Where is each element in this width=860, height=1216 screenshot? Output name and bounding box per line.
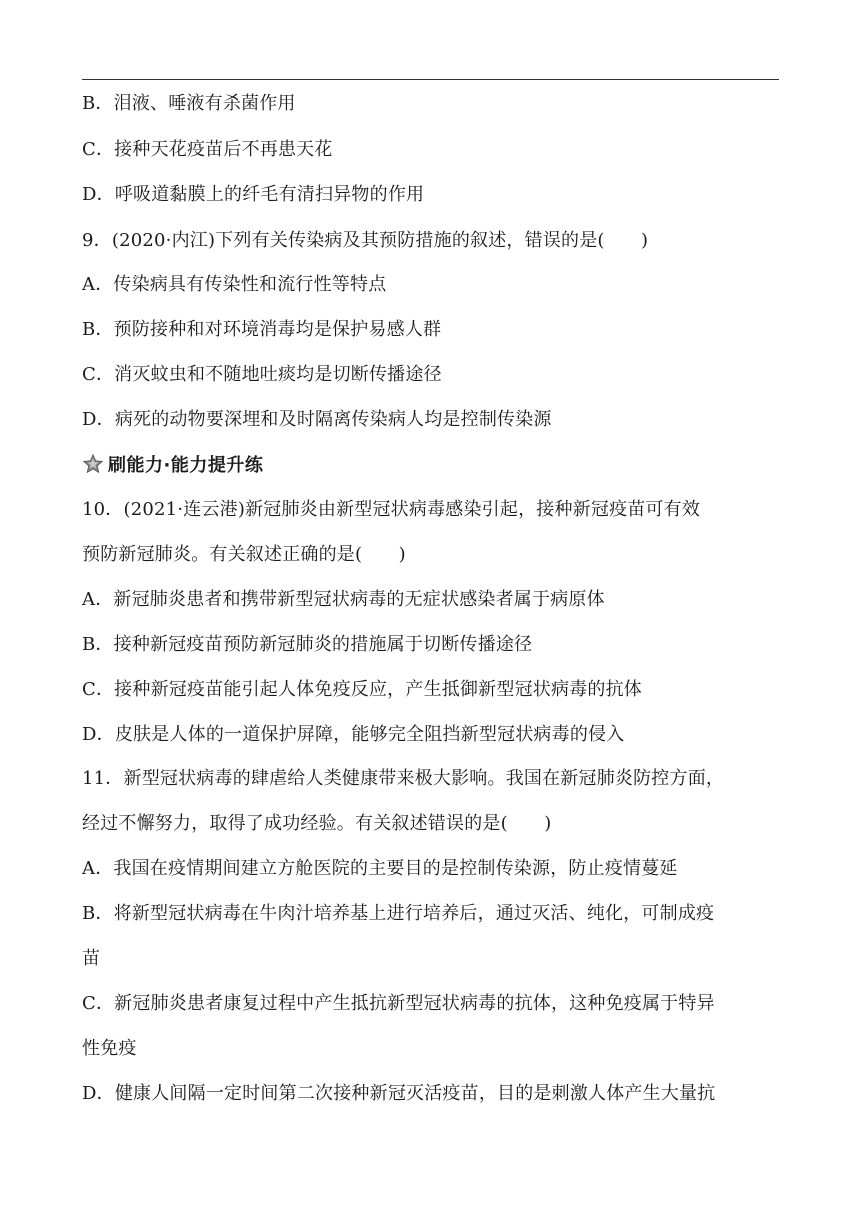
q10-option-c: C．接种新冠疫苗能引起人体免疫反应，产生抵御新型冠状病毒的抗体 [82,679,642,700]
header-rule [82,79,779,80]
q9-option-b: B．预防接种和对环境消毒均是保护易感人群 [82,319,442,340]
q11-option-b-line1: B．将新型冠状病毒在牛肉汁培养基上进行培养后，通过灭活、纯化，可制成疫 [82,903,715,924]
q10-stem-line1: 10．(2021·连云港)新冠肺炎由新型冠状病毒感染引起，接种新冠疫苗可有效 [82,499,701,520]
q11-option-a: A．我国在疫情期间建立方舱医院的主要目的是控制传染源，防止疫情蔓延 [82,858,678,879]
q10-option-a: A．新冠肺炎患者和携带新型冠状病毒的无症状感染者属于病原体 [82,589,605,610]
q11-option-c-line1: C．新冠肺炎患者康复过程中产生抵抗新型冠状病毒的抗体，这种免疫属于特异 [82,993,715,1014]
section-heading [82,452,263,476]
q8-option-b: B．泪液、唾液有杀菌作用 [82,93,296,114]
q9-option-c: C．消灭蚊虫和不随地吐痰均是切断传播途径 [82,364,442,385]
q11-option-c-line2: 性免疫 [82,1038,137,1059]
q11-stem-line2: 经过不懈努力，取得了成功经验。有关叙述错误的是( ) [82,813,552,834]
q9-option-a: A．传染病具有传染性和流行性等特点 [82,274,387,295]
q8-option-c: C．接种天花疫苗后不再患天花 [82,139,333,160]
q10-option-d: D．皮肤是人体的一道保护屏障，能够完全阻挡新型冠状病毒的侵入 [82,724,625,745]
q8-option-d: D．呼吸道黏膜上的纤毛有清扫异物的作用 [82,184,425,205]
q9-option-d: D．病死的动物要深埋和及时隔离传染病人均是控制传染源 [82,409,552,430]
q9-stem: 9．(2020·内江)下列有关传染病及其预防措施的叙述，错误的是( ) [82,230,649,251]
q10-stem-line2: 预防新冠肺炎。有关叙述正确的是( ) [82,544,406,565]
section-title: 刷能力·能力提升练 [108,455,264,476]
star-icon [82,453,104,475]
q11-option-b-line2: 苗 [82,948,101,969]
q11-stem-line1: 11．新型冠状病毒的肆虐给人类健康带来极大影响。我国在新冠肺炎防控方面， [82,768,725,789]
q10-option-b: B．接种新冠疫苗预防新冠肺炎的措施属于切断传播途径 [82,634,533,655]
q11-option-d-line1: D．健康人间隔一定时间第二次接种新冠灭活疫苗，目的是刺激人体产生大量抗 [82,1083,716,1104]
